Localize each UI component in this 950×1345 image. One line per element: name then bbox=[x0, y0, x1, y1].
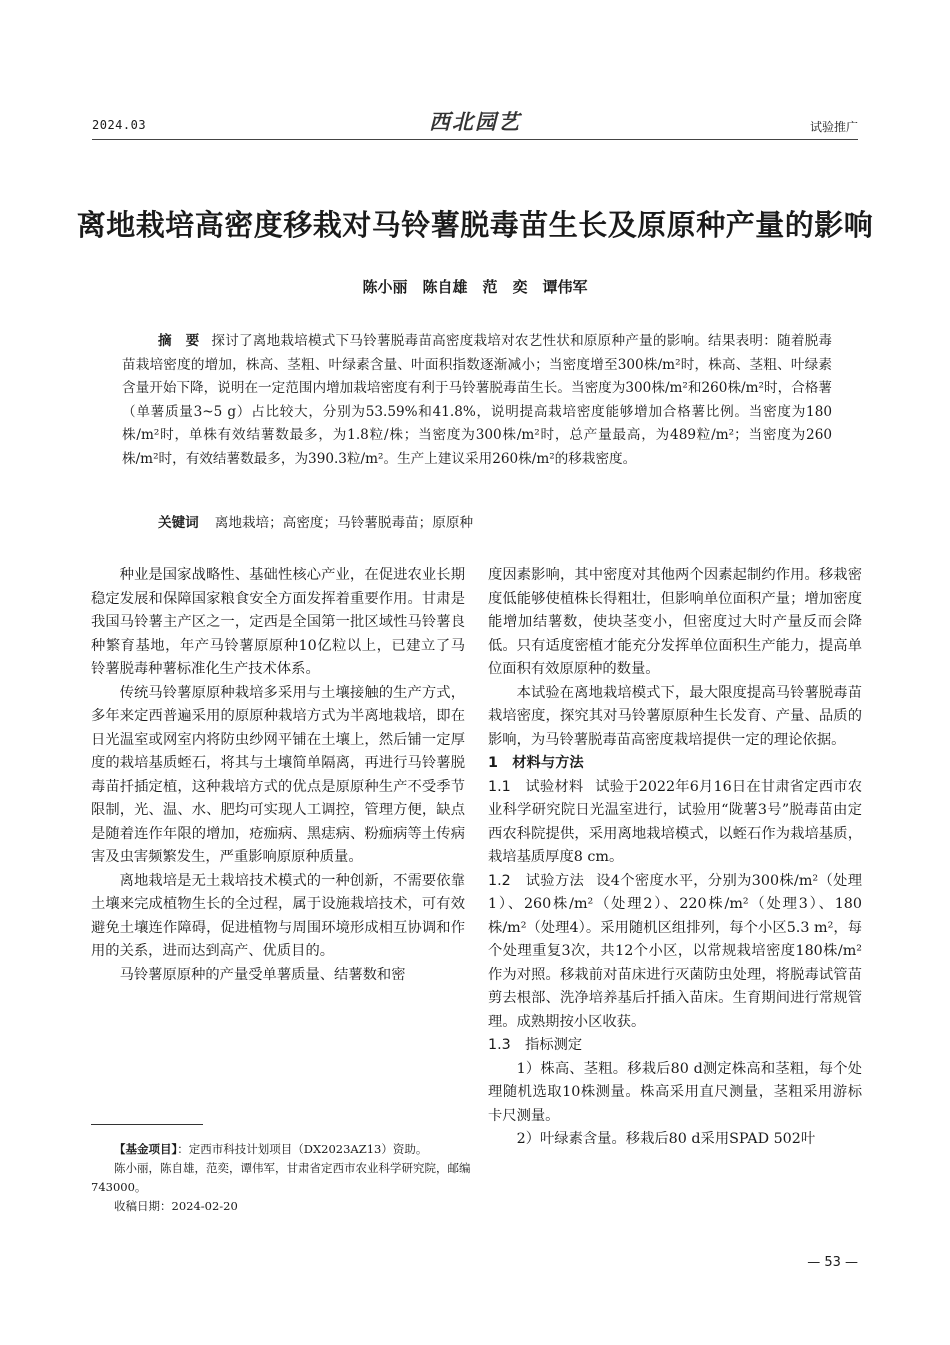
subsection-label: 1.2 试验方法 bbox=[488, 872, 585, 889]
paragraph: 离地栽培是无土栽培技术模式的一种创新，不需要依靠土壤来完成植物生长的全过程，属于设施栽培技术，可有效避免土壤连作障碍，促进植物与周围环境形成相互协调和作用的关系，进而达到高产、优质目的。 bbox=[91, 872, 465, 959]
paragraph: 度因素影响，其中密度对其他两个因素起制约作用。移栽密度低能够使植株长得粗壮，但影响单位面积产量；增加密度能增加结薯数，使块茎变小，但密度过大时产量反而会降低。只有适度密植才能充分发挥单位面积生产能力，提高单位面积有效原原种的数量。 bbox=[488, 567, 862, 677]
abstract-text: 探讨了离地栽培模式下马铃薯脱毒苗高密度栽培对农艺性状和原原种产量的影响。结果表明：随着脱毒苗栽培密度的增加，株高、茎粗、叶绿素含量、叶面积指数逐渐减小；当密度增至300株/m²时，株高、茎粗、叶绿素含量开始下降，说明在一定范围内增加栽培密度有利于马铃薯脱毒苗生长。当密度为300株/m²和260株/m²时，合格薯（单薯质量3~5 g）占比较大，分别为53.59%和41.8%，说明提高栽培密度能够增加合格薯比例。当密度为180株/m²时，单株有效结薯数最多，为1.8粒/株；当密度为300株/m²时，总产量最高，为489粒/m²；当密度为260株/m²时，有效结薯数最多，为390.3粒/m²。生产上建议采用260株/m²的移栽密度。 bbox=[122, 333, 832, 467]
subsection-label: 1.1 试验材料 bbox=[488, 778, 584, 795]
subsection-1-1 bbox=[488, 776, 862, 870]
keywords-text: 离地栽培；高密度；马铃薯脱毒苗；原原种 bbox=[214, 515, 474, 531]
article-authors: 陈小丽 陈自雄 范 奕 谭伟军 bbox=[362, 278, 588, 296]
footnote bbox=[91, 1140, 471, 1216]
fund-note bbox=[91, 1140, 471, 1159]
subsection-text: 试验于2022年6月16日在甘肃省定西市农业科学研究院日光温室进行，试验用“陇薯3号”脱毒苗由定西农科院提供，采用离地栽培模式，以蛭石作为栽培基质，栽培基质厚度8 cm。 bbox=[488, 778, 862, 865]
keywords bbox=[122, 512, 832, 536]
received-date: 收稿日期：2024-02-20 bbox=[114, 1199, 238, 1213]
paragraph: 马铃薯原原种的产量受单薯质量、结薯数和密 bbox=[119, 966, 406, 983]
header-section: 试验推广 bbox=[809, 120, 858, 134]
page-number: — 53 — bbox=[807, 1255, 858, 1270]
journal-logo: 西北园艺 bbox=[429, 109, 521, 134]
paragraph: 1）株高、茎粗。移栽后80 d测定株高和茎粗，每个处理随机选取10株测量。株高采用直尺测量，茎粗采用游标卡尺测量。 bbox=[488, 1060, 862, 1124]
abstract-label: 摘 要 bbox=[158, 333, 200, 349]
article-title: 离地栽培高密度移栽对马铃薯脱毒苗生长及原原种产量的影响 bbox=[76, 208, 874, 242]
subsection-1-2 bbox=[488, 870, 862, 1035]
fund-text: ：定西市科技计划项目（DX2023AZ13）资助。 bbox=[177, 1142, 428, 1156]
header-date: 2024.03 bbox=[92, 118, 147, 132]
paragraph: 本试验在离地栽培模式下，最大限度提高马铃薯脱毒苗栽培密度，探究其对马铃薯原原种生长发育、产量、品质的影响，为马铃薯脱毒苗高密度栽培提供一定的理论依据。 bbox=[488, 684, 862, 748]
left-column bbox=[91, 564, 465, 987]
section-heading: 1 材料与方法 bbox=[488, 755, 584, 771]
paragraph: 传统马铃薯原原种栽培多采用与土壤接触的生产方式，多年来定西普遍采用的原原种栽培方式为半离地栽培，即在日光温室或网室内将防虫纱网平铺在土壤上，然后铺一定厚度的栽培基质蛭石，将其与土壤简单隔离，再进行马铃薯脱毒苗扦插定植，这种栽培方式的优点是原原种生产不受季节限制，光、温、水、肥均可实现人工调控，管理方便，缺点是随着连作年限的增加，疮痂病、黑痣病、粉痂病等土传病害及虫害频繁发生，严重影响原原种质量。 bbox=[91, 684, 465, 865]
author-info: 陈小丽，陈自雄，范奕，谭伟军，甘肃省定西市农业科学研究院，邮编743000。 bbox=[91, 1161, 471, 1194]
subsection-1-3 bbox=[488, 1034, 862, 1058]
subsection-label: 1.3 指标测定 bbox=[488, 1037, 583, 1053]
subsection-text: 设4个密度水平，分别为300株/m²（处理1）、260株/m²（处理2）、220株/m²（处理3）、180株/m²（处理4）。采用随机区组排列，每个小区5.3 m²，每个处理重复3次，共12个小区，以常规栽培密度180株/m²作为对照。移栽前对苗床进行灭菌防虫处理，将脱毒试管苗剪去根部、洗净培养基后扦插入苗床。生育期间进行常规管理。成熟期按小区收获。 bbox=[488, 872, 862, 1030]
paragraph: 种业是国家战略性、基础性核心产业，在促进农业长期稳定发展和保障国家粮食安全方面发挥着重要作用。甘肃是我国马铃薯主产区之一，定西是全国第一批区域性马铃薯良种繁育基地，年产马铃薯原原种10亿粒以上，已建立了马铃薯脱毒种薯标准化生产技术体系。 bbox=[91, 567, 465, 677]
keywords-label: 关键词 bbox=[158, 515, 199, 531]
footnote-rule bbox=[91, 1124, 203, 1125]
abstract bbox=[122, 330, 832, 471]
paragraph: 2）叶绿素含量。移栽后80 d采用SPAD 502叶 bbox=[516, 1131, 816, 1147]
right-column bbox=[488, 564, 862, 1152]
header-rule bbox=[92, 139, 858, 140]
fund-label: 【基金项目】 bbox=[114, 1142, 178, 1156]
